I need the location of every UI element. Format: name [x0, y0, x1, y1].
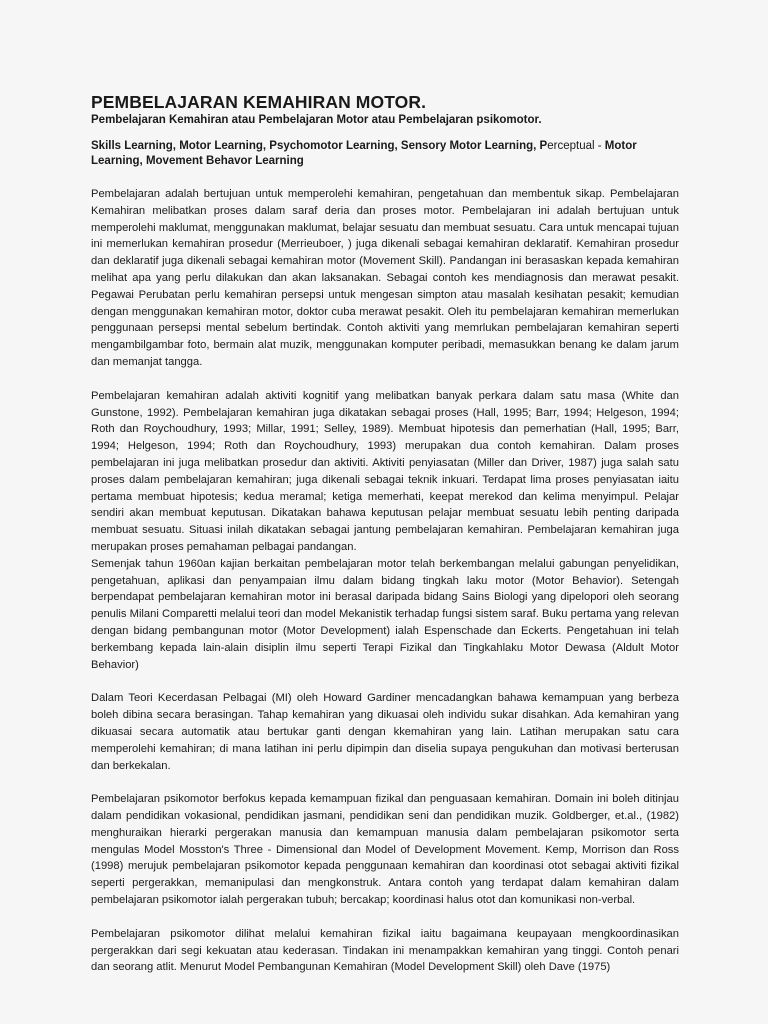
paragraph-6: Pembelajaran psikomotor dilihat melalui kemahiran fizikal iaitu bagaimana keupayaan mengkoordinasikan pergerakkan dari segi kekuatan atau kederasan. Tindakan ini menampakkan kemahiran yang tinggi. Contoh penari dan seorang atlit. Menurut Model Pembangunan Kemahiran (Model Development Skill) oleh Dave (1975)	[91, 927, 679, 974]
keywords-part-1: Skills Learning, Motor Learning, Psychomotor Learning, Sensory Motor Learning, P	[91, 140, 548, 152]
paragraph-1: Pembelajaran adalah bertujuan untuk memperolehi kemahiran, pengetahuan dan membentuk sikap. Pembelajaran Kemahiran melibatkan proses dalam saraf deria dan proses motor. Pembelajaran ini adalah bertujuan untuk memperolehi maklumat, menggunakan maklumat, belajar sesuatu dan membuat sesuatu. Cara untuk mencapai tujuan ini memerlukan kemahiran prosedur (Merrieuboer, ) juga dikenali sebagai kemahiran deklaratif. Kemahiran prosedur dan deklaratif juga dikenali sebagai kemahiran motor (Movement Skill). Pandangan ini berasaskan kepada kemahiran melihat apa yang perlu dilakukan dan akan laksanakan. Sebagai contoh kes mendiagnosis dan merawat pesakit. Pegawai Perubatan perlu kemahiran persepsi untuk mengesan simpton atau masalah kesihatan pesakit; kemudian dengan menggunakan kemahiran motor, doktor cuba merawat pesakit. Oleh itu pembelajaran kemahiran memerlukan penggunaan persepsi mental sebelum bertindak. Contoh aktiviti yang memrlukan pembelajaran kemahiran seperti mengambilgambar foto, bermain alat muzik, menggunakan komputer peribadi, memasukkan benang ke dalam jarum dan memanjat tangga.	[91, 188, 679, 368]
document-content	[91, 92, 679, 976]
keywords-line	[91, 139, 679, 169]
paragraph-2: Pembelajaran kemahiran adalah aktiviti kognitif yang melibatkan banyak perkara dalam satu masa (White dan Gunstone, 1992). Pembelajaran kemahiran juga dikatakan sebagai proses (Hall, 1995; Barr, 1994; Helgeson, 1994; Roth dan Roychoudhury, 1993; Millar, 1991; Selley, 1989). Membuat hipotesis dan pemerhatian (Hall, 1995; Barr, 1994; Helgeson, 1994; Roth dan Roychoudhury, 1993) merupakan dua contoh kemahiran. Dalam proses pembelajaran ini juga melibatkan prosedur dan aktiviti. Aktiviti penyiasatan (Miller dan Driver, 1987) juga salah satu proses dalam pembelajaran kemahiran; juga dikenali sebagai teknik inkuari. Terdapat lima proses penyiasatan iaitu pertama membuat hipotesis; kedua meramal; ketiga memerhati, keepat merekod dan kelima menyimpul. Pelajar sendiri akan membuat keputusan. Dikatakan bahawa keputusan pelajar membuat sesuatu lebih penting daripada membuat sesuatu. Situasi inilah dikatakan sebagai jantung pembelajaran kemahiran. Pembelajaran kemahiran juga merupakan proses pemahaman pelbagai pandangan.	[91, 389, 679, 553]
keywords-part-2: erceptual -	[547, 140, 605, 152]
keywords-part-3: Motor Learning, Movement Behavor Learning	[91, 140, 637, 167]
document-title: PEMBELAJARAN KEMAHIRAN MOTOR.	[91, 92, 427, 112]
paragraph-4: Dalam Teori Kecerdasan Pelbagai (MI) oleh Howard Gardiner mencadangkan bahawa kemampuan yang berbeza boleh dibina secara berasingan. Tahap kemahiran yang dikuasai oleh individu sukar disahkan. Ada kemahiran yang dikuasai secara automatik atau bertukar ganti dengan kkemahiran yang lain. Latihan merupakan satu cara memperolehi kemahiran; di mana latihan ini perlu dipimpin dan diselia supaya pengukuhan dan motivasi berterusan dan berkekalan.	[91, 692, 679, 772]
paragraph-5: Pembelajaran psikomotor berfokus kepada kemampuan fizikal dan penguasaan kemahiran. Domain ini boleh ditinjau dalam pendidikan vokasional, pendidikan jasmani, pendidikan seni dan pendidikan muzik. Goldberger, et.al., (1982) menghuraikan hierarki pergerakan manusia dan kemampuan manusia dalam pembelajaran psikomotor serta mengulas Model Mosston's Three - Dimensional dan Model of Development Movement. Kemp, Morrison dan Ross (1998) merujuk pembelajaran psikomotor kepada penggunaan kemahiran dan koordinasi otot sebagai aktiviti fizikal seperti pergerakkan, memanipulasi dan mengkonstruk. Antara contoh yang terdapat dalam kemahiran dalam pembelajaran psikomotor ialah pergerakan tubuh; bercakap; koordinasi halus otot dan komunikasi non-verbal.	[91, 793, 679, 907]
document-subtitle: Pembelajaran Kemahiran atau Pembelajaran Motor atau Pembelajaran psikomotor.	[91, 114, 542, 126]
paragraph-3: Semenjak tahun 1960an kajian berkaitan pembelajaran motor telah berkembangan melalui gabungan penyelidikan, pengetahuan, aplikasi dan penyampaian ilmu dalam bidang tingkah laku motor (Motor Behavior). Setengah berpendapat pembelajaran kemahiran motor ini berasal daripada bidang Sains Biologi yang dipelopori oleh seorang penulis Milani Comparetti melalui teori dan model Mekanistik terhadap fungsi sistem saraf. Buku pertama yang relevan dengan bidang pembangunan motor (Motor Development) ialah Espenschade dan Eckerts. Pengetahuan ini telah berkembang kepada lain-alain disiplin ilmu seperti Terapi Fizikal dan Tingkahlaku Motor Dewasa (Aldult Motor Behavior)	[91, 557, 679, 671]
